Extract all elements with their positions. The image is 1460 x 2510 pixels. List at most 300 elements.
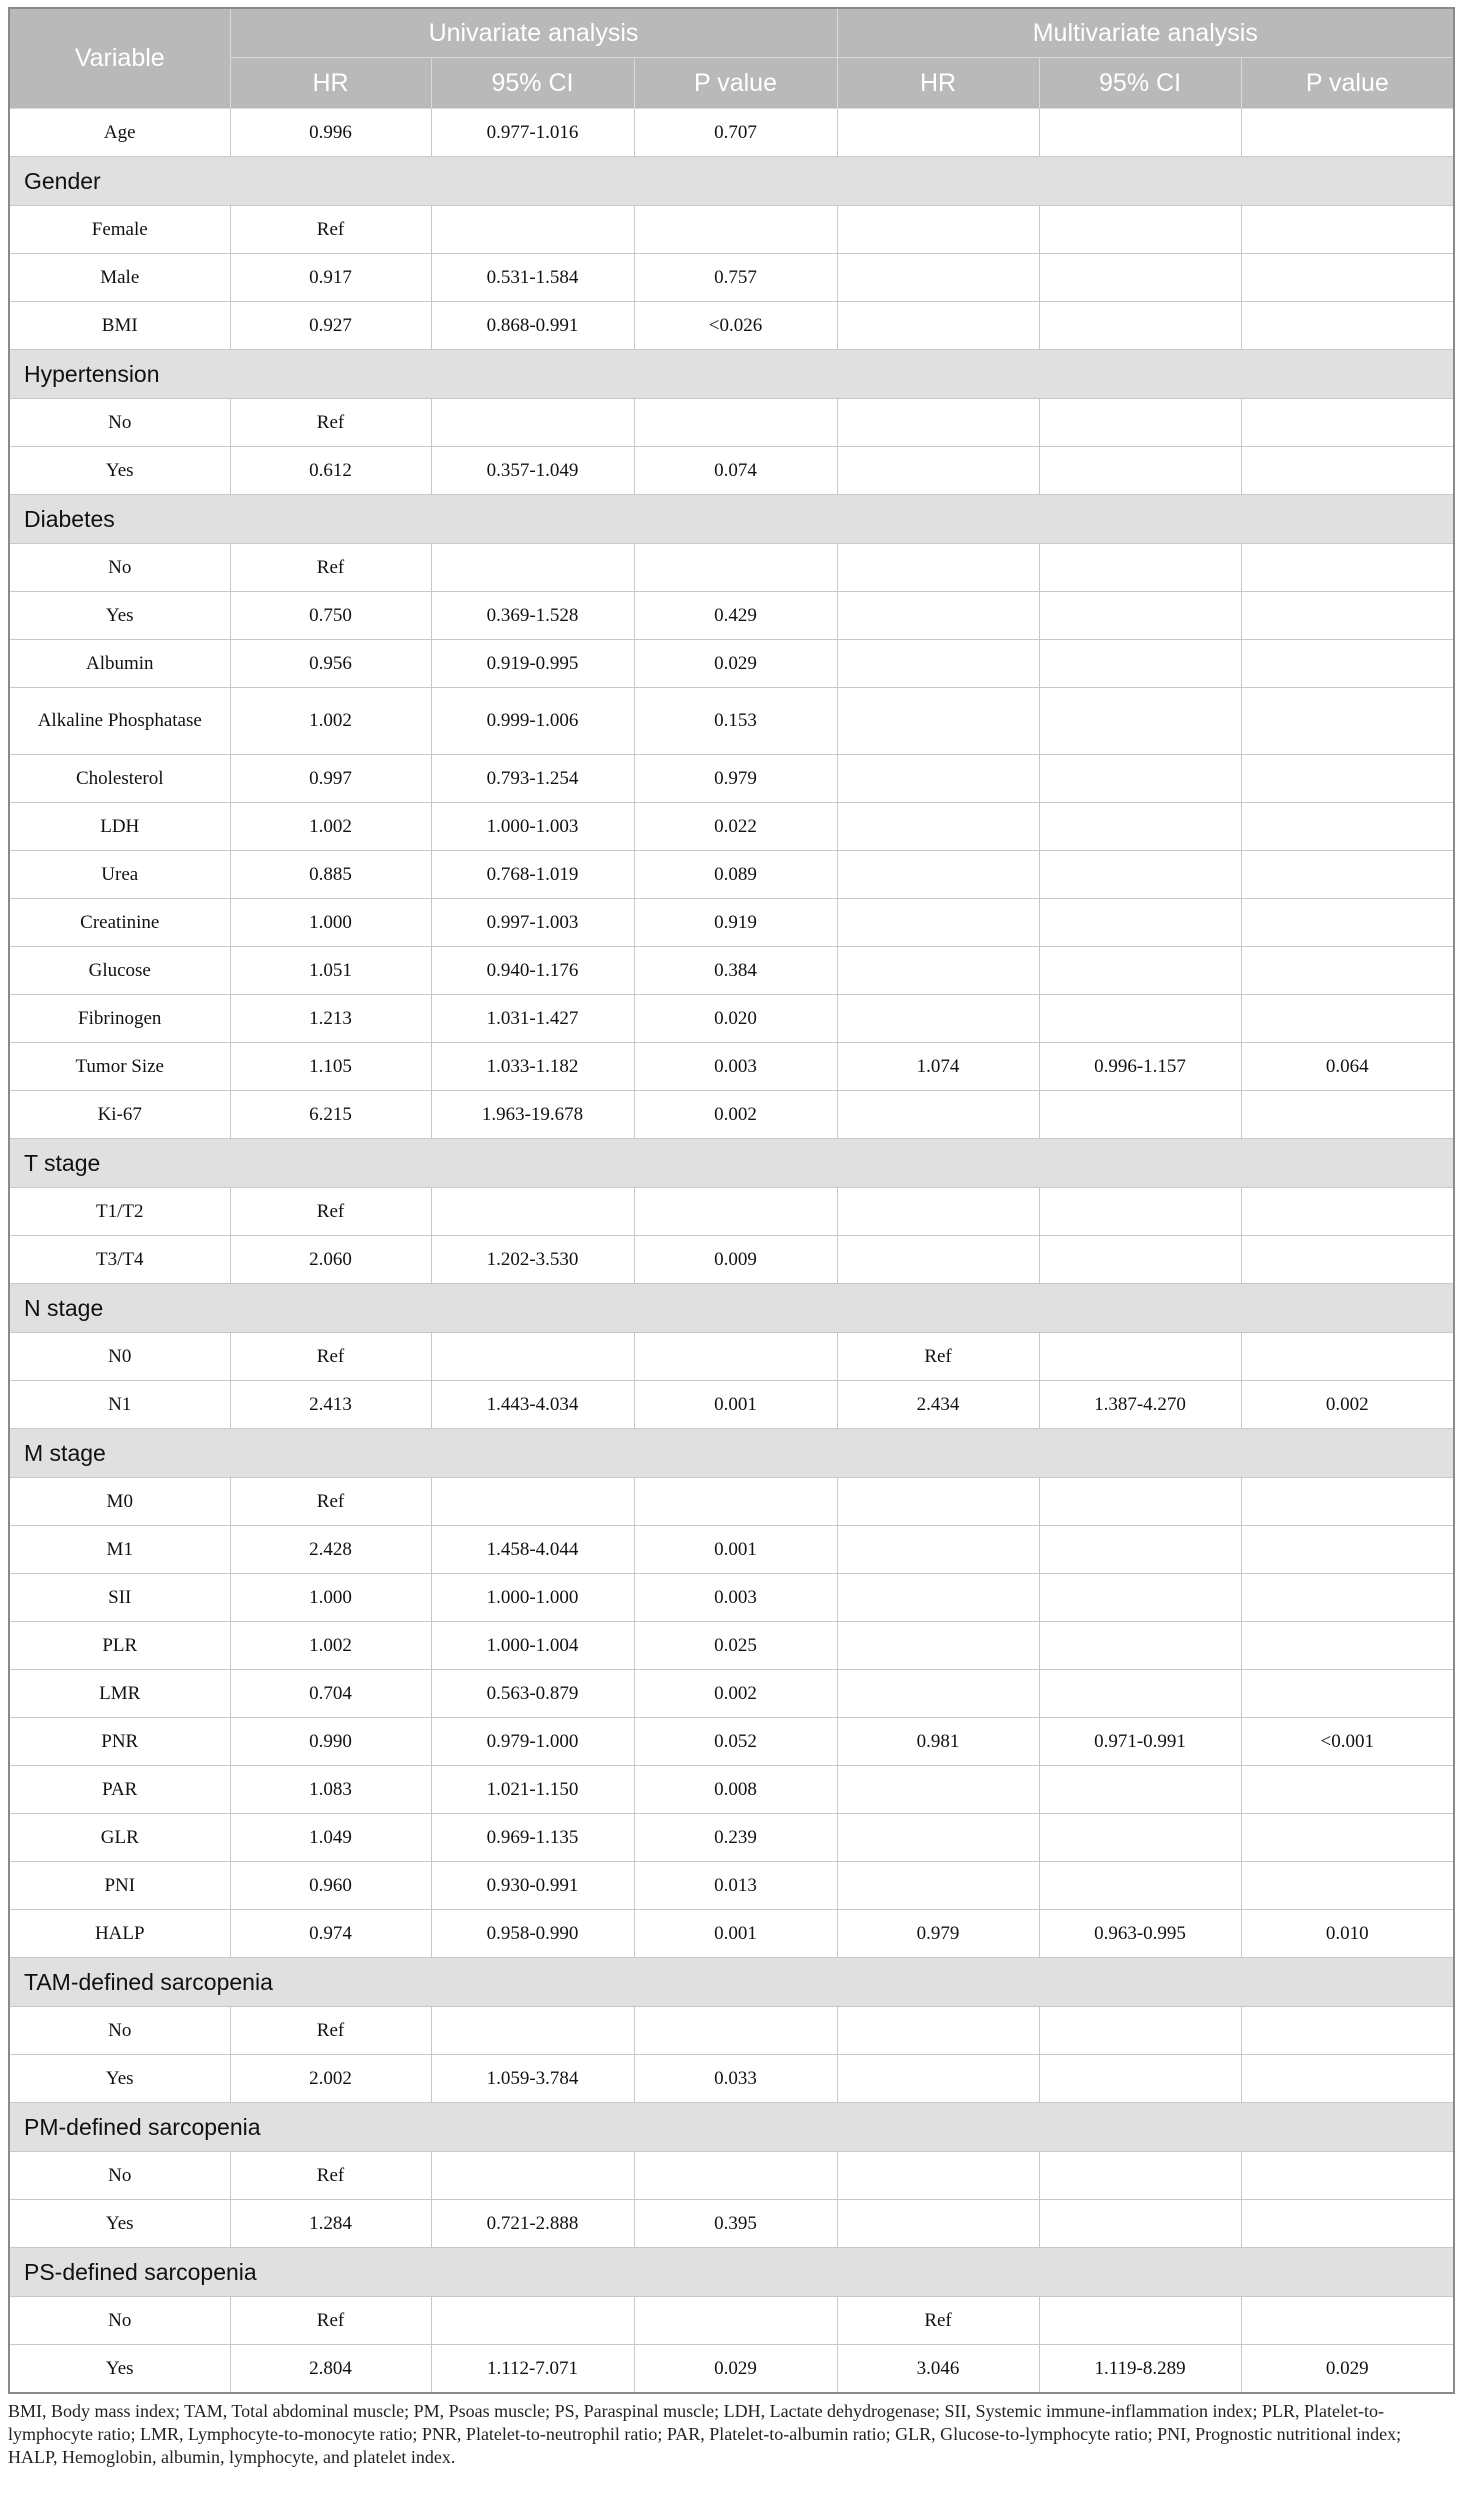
univariate-p-value-cell: 0.020 — [634, 995, 837, 1043]
variable-cell: PAR — [9, 1766, 230, 1814]
table-row — [9, 399, 1454, 447]
variable-cell: Male — [9, 254, 230, 302]
univariate-p-value-cell: <0.026 — [634, 302, 837, 350]
table-row — [9, 803, 1454, 851]
variable-cell: T3/T4 — [9, 1236, 230, 1284]
variable-cell: Yes — [9, 447, 230, 495]
multivariate-ci-cell — [1039, 2297, 1241, 2345]
table-row — [9, 1333, 1454, 1381]
univariate-ci-cell: 1.202-3.530 — [431, 1236, 634, 1284]
univariate-p-value-cell: 0.384 — [634, 947, 837, 995]
univariate-p-value-cell: 0.013 — [634, 1862, 837, 1910]
multivariate-p-value-cell — [1241, 592, 1454, 640]
univariate-hr-cell: Ref — [230, 1478, 431, 1526]
univariate-ci-cell: 0.868-0.991 — [431, 302, 634, 350]
variable-cell: Yes — [9, 2345, 230, 2394]
univariate-p-value-cell: 0.757 — [634, 254, 837, 302]
table-row — [9, 1622, 1454, 1670]
multivariate-hr-cell — [837, 1526, 1039, 1574]
variable-cell: No — [9, 2152, 230, 2200]
univariate-p-value-cell: 0.979 — [634, 755, 837, 803]
variable-cell: Age — [9, 109, 230, 157]
multivariate-p-value-cell — [1241, 206, 1454, 254]
univariate-p-value-cell: 0.429 — [634, 592, 837, 640]
univariate-ci-cell: 0.563-0.879 — [431, 1670, 634, 1718]
table-row — [9, 302, 1454, 350]
univariate-hr-cell: 1.213 — [230, 995, 431, 1043]
univariate-hr-cell: 1.284 — [230, 2200, 431, 2248]
multivariate-hr-cell — [837, 109, 1039, 157]
multivariate-hr-cell — [837, 2007, 1039, 2055]
univariate-p-value-cell — [634, 544, 837, 592]
table-row — [9, 206, 1454, 254]
variable-cell: Creatinine — [9, 899, 230, 947]
multivariate-p-value-cell — [1241, 399, 1454, 447]
multivariate-hr-cell — [837, 592, 1039, 640]
univariate-ci-cell — [431, 2007, 634, 2055]
univariate-ci-cell — [431, 2297, 634, 2345]
univariate-hr-cell: 0.612 — [230, 447, 431, 495]
multivariate-p-value-cell — [1241, 1478, 1454, 1526]
header-multi-hr: HR — [837, 58, 1039, 109]
multivariate-ci-cell: 1.387-4.270 — [1039, 1381, 1241, 1429]
univariate-hr-cell: Ref — [230, 2152, 431, 2200]
univariate-hr-cell: 2.002 — [230, 2055, 431, 2103]
table-row — [9, 109, 1454, 157]
table-row — [9, 899, 1454, 947]
multivariate-hr-cell — [837, 2152, 1039, 2200]
multivariate-hr-cell: 1.074 — [837, 1043, 1039, 1091]
multivariate-hr-cell — [837, 640, 1039, 688]
multivariate-hr-cell — [837, 1862, 1039, 1910]
multivariate-ci-cell — [1039, 688, 1241, 755]
multivariate-hr-cell — [837, 1478, 1039, 1526]
univariate-ci-cell: 0.768-1.019 — [431, 851, 634, 899]
multivariate-p-value-cell — [1241, 109, 1454, 157]
multivariate-hr-cell — [837, 254, 1039, 302]
univariate-p-value-cell — [634, 2297, 837, 2345]
group-label: Diabetes — [9, 495, 1454, 544]
univariate-hr-cell: 0.927 — [230, 302, 431, 350]
variable-cell: No — [9, 399, 230, 447]
univariate-hr-cell: 1.105 — [230, 1043, 431, 1091]
univariate-hr-cell: Ref — [230, 2007, 431, 2055]
multivariate-hr-cell — [837, 899, 1039, 947]
univariate-ci-cell: 0.930-0.991 — [431, 1862, 634, 1910]
variable-cell: Female — [9, 206, 230, 254]
table-row — [9, 1236, 1454, 1284]
multivariate-p-value-cell — [1241, 1766, 1454, 1814]
group-label: M stage — [9, 1429, 1454, 1478]
variable-cell: M1 — [9, 1526, 230, 1574]
multivariate-ci-cell — [1039, 592, 1241, 640]
group-header-row — [9, 2103, 1454, 2152]
univariate-hr-cell: 0.750 — [230, 592, 431, 640]
variable-cell: LDH — [9, 803, 230, 851]
variable-cell: HALP — [9, 1910, 230, 1958]
multivariate-ci-cell — [1039, 851, 1241, 899]
univariate-ci-cell: 1.112-7.071 — [431, 2345, 634, 2394]
multivariate-ci-cell — [1039, 947, 1241, 995]
multivariate-p-value-cell — [1241, 2297, 1454, 2345]
variable-cell: PNI — [9, 1862, 230, 1910]
table-row — [9, 2007, 1454, 2055]
univariate-hr-cell: 0.704 — [230, 1670, 431, 1718]
univariate-p-value-cell — [634, 1478, 837, 1526]
variable-cell: N1 — [9, 1381, 230, 1429]
multivariate-ci-cell — [1039, 1574, 1241, 1622]
table-row — [9, 1526, 1454, 1574]
univariate-p-value-cell: 0.029 — [634, 640, 837, 688]
univariate-p-value-cell: 0.239 — [634, 1814, 837, 1862]
group-label: T stage — [9, 1139, 1454, 1188]
variable-cell: Yes — [9, 2200, 230, 2248]
multivariate-hr-cell — [837, 302, 1039, 350]
multivariate-hr-cell — [837, 803, 1039, 851]
multivariate-p-value-cell — [1241, 1622, 1454, 1670]
multivariate-hr-cell — [837, 1188, 1039, 1236]
multivariate-ci-cell — [1039, 2200, 1241, 2248]
multivariate-ci-cell — [1039, 544, 1241, 592]
univariate-ci-cell: 1.031-1.427 — [431, 995, 634, 1043]
univariate-hr-cell: 1.083 — [230, 1766, 431, 1814]
univariate-p-value-cell: 0.001 — [634, 1910, 837, 1958]
multivariate-ci-cell — [1039, 1766, 1241, 1814]
univariate-hr-cell: 0.917 — [230, 254, 431, 302]
univariate-ci-cell: 0.969-1.135 — [431, 1814, 634, 1862]
multivariate-ci-cell: 0.963-0.995 — [1039, 1910, 1241, 1958]
header-multivariate: Multivariate analysis — [837, 8, 1454, 58]
table-row — [9, 1574, 1454, 1622]
univariate-hr-cell: 6.215 — [230, 1091, 431, 1139]
multivariate-ci-cell — [1039, 2152, 1241, 2200]
group-label: Hypertension — [9, 350, 1454, 399]
variable-cell: T1/T2 — [9, 1188, 230, 1236]
multivariate-ci-cell — [1039, 302, 1241, 350]
multivariate-ci-cell — [1039, 1814, 1241, 1862]
multivariate-p-value-cell: <0.001 — [1241, 1718, 1454, 1766]
multivariate-p-value-cell — [1241, 1333, 1454, 1381]
multivariate-ci-cell — [1039, 1622, 1241, 1670]
multivariate-ci-cell — [1039, 254, 1241, 302]
variable-cell: BMI — [9, 302, 230, 350]
univariate-p-value-cell — [634, 206, 837, 254]
univariate-ci-cell — [431, 399, 634, 447]
multivariate-ci-cell — [1039, 109, 1241, 157]
table-footnote: BMI, Body mass index; TAM, Total abdominal muscle; PM, Psoas muscle; PS, Paraspinal muscle; LDH, Lactate dehydrogenase; SII, Systemic immune-inflammation index; PLR, Platelet-to-lymphocyte ratio; LMR, Lymphocyte-to-monocyte ratio; PNR, Platelet-to-neutrophil ratio; PAR, Platelet-to-albumin ratio; GLR, Glucose-to-lymphocyte ratio; PNI, Prognostic nutritional index; HALP, Hemoglobin, albumin, lymphocyte, and platelet index. — [8, 2401, 1402, 2467]
table-row — [9, 688, 1454, 755]
multivariate-ci-cell — [1039, 1478, 1241, 1526]
multivariate-ci-cell — [1039, 755, 1241, 803]
multivariate-p-value-cell — [1241, 1862, 1454, 1910]
univariate-hr-cell: 0.885 — [230, 851, 431, 899]
univariate-hr-cell: 0.974 — [230, 1910, 431, 1958]
multivariate-p-value-cell — [1241, 640, 1454, 688]
multivariate-p-value-cell — [1241, 995, 1454, 1043]
header-uni-ci: 95% CI — [431, 58, 634, 109]
univariate-p-value-cell: 0.025 — [634, 1622, 837, 1670]
multivariate-hr-cell — [837, 1670, 1039, 1718]
univariate-ci-cell: 0.369-1.528 — [431, 592, 634, 640]
univariate-ci-cell: 1.000-1.004 — [431, 1622, 634, 1670]
header-variable: Variable — [9, 8, 230, 109]
multivariate-p-value-cell — [1241, 755, 1454, 803]
table-row — [9, 2055, 1454, 2103]
multivariate-p-value-cell — [1241, 803, 1454, 851]
multivariate-hr-cell: Ref — [837, 2297, 1039, 2345]
univariate-p-value-cell — [634, 2007, 837, 2055]
group-header-row — [9, 1429, 1454, 1478]
variable-cell: Yes — [9, 592, 230, 640]
univariate-p-value-cell: 0.003 — [634, 1574, 837, 1622]
univariate-p-value-cell: 0.002 — [634, 1091, 837, 1139]
univariate-hr-cell: 1.002 — [230, 803, 431, 851]
header-multi-ci: 95% CI — [1039, 58, 1241, 109]
univariate-hr-cell: Ref — [230, 1188, 431, 1236]
univariate-hr-cell: 0.990 — [230, 1718, 431, 1766]
group-header-row — [9, 157, 1454, 206]
univariate-ci-cell: 1.033-1.182 — [431, 1043, 634, 1091]
group-label: TAM-defined sarcopenia — [9, 1958, 1454, 2007]
univariate-hr-cell: 0.996 — [230, 109, 431, 157]
univariate-ci-cell: 0.979-1.000 — [431, 1718, 634, 1766]
multivariate-hr-cell — [837, 688, 1039, 755]
univariate-hr-cell: 0.997 — [230, 755, 431, 803]
univariate-p-value-cell — [634, 399, 837, 447]
variable-cell: N0 — [9, 1333, 230, 1381]
univariate-p-value-cell: 0.033 — [634, 2055, 837, 2103]
univariate-p-value-cell: 0.001 — [634, 1526, 837, 1574]
multivariate-hr-cell — [837, 1236, 1039, 1284]
univariate-ci-cell: 0.940-1.176 — [431, 947, 634, 995]
multivariate-p-value-cell — [1241, 544, 1454, 592]
variable-cell: No — [9, 2007, 230, 2055]
variable-cell: Glucose — [9, 947, 230, 995]
table-row — [9, 1381, 1454, 1429]
multivariate-ci-cell — [1039, 640, 1241, 688]
table-row — [9, 2345, 1454, 2394]
multivariate-ci-cell: 1.119-8.289 — [1039, 2345, 1241, 2394]
multivariate-p-value-cell — [1241, 688, 1454, 755]
univariate-ci-cell: 0.977-1.016 — [431, 109, 634, 157]
table-row — [9, 1718, 1454, 1766]
table-row — [9, 1670, 1454, 1718]
univariate-hr-cell: 1.000 — [230, 899, 431, 947]
univariate-ci-cell: 0.721-2.888 — [431, 2200, 634, 2248]
multivariate-p-value-cell — [1241, 447, 1454, 495]
univariate-hr-cell: Ref — [230, 206, 431, 254]
table-row — [9, 1091, 1454, 1139]
variable-cell: GLR — [9, 1814, 230, 1862]
univariate-p-value-cell: 0.919 — [634, 899, 837, 947]
table-row — [9, 1043, 1454, 1091]
multivariate-hr-cell — [837, 1091, 1039, 1139]
univariate-ci-cell: 1.000-1.003 — [431, 803, 634, 851]
table-row — [9, 640, 1454, 688]
univariate-p-value-cell: 0.022 — [634, 803, 837, 851]
univariate-ci-cell: 1.443-4.034 — [431, 1381, 634, 1429]
multivariate-hr-cell — [837, 1766, 1039, 1814]
univariate-ci-cell: 1.963-19.678 — [431, 1091, 634, 1139]
univariate-hr-cell: 1.051 — [230, 947, 431, 995]
variable-cell: Cholesterol — [9, 755, 230, 803]
variable-cell: PNR — [9, 1718, 230, 1766]
multivariate-hr-cell: 2.434 — [837, 1381, 1039, 1429]
table-row — [9, 947, 1454, 995]
table-row — [9, 2152, 1454, 2200]
multivariate-p-value-cell — [1241, 1236, 1454, 1284]
group-label: N stage — [9, 1284, 1454, 1333]
multivariate-hr-cell — [837, 2055, 1039, 2103]
univariate-hr-cell: Ref — [230, 1333, 431, 1381]
univariate-p-value-cell: 0.001 — [634, 1381, 837, 1429]
univariate-ci-cell: 0.999-1.006 — [431, 688, 634, 755]
univariate-hr-cell: Ref — [230, 2297, 431, 2345]
group-header-row — [9, 495, 1454, 544]
univariate-ci-cell: 0.531-1.584 — [431, 254, 634, 302]
univariate-ci-cell: 1.458-4.044 — [431, 1526, 634, 1574]
univariate-ci-cell: 0.357-1.049 — [431, 447, 634, 495]
header-multi-p: P value — [1241, 58, 1454, 109]
variable-cell: LMR — [9, 1670, 230, 1718]
univariate-hr-cell: 1.002 — [230, 688, 431, 755]
univariate-ci-cell: 1.021-1.150 — [431, 1766, 634, 1814]
table-row — [9, 447, 1454, 495]
multivariate-p-value-cell — [1241, 1670, 1454, 1718]
univariate-ci-cell: 1.059-3.784 — [431, 2055, 634, 2103]
multivariate-p-value-cell — [1241, 1814, 1454, 1862]
multivariate-p-value-cell — [1241, 2007, 1454, 2055]
table-row — [9, 1188, 1454, 1236]
table-body — [9, 109, 1454, 2394]
variable-cell: M0 — [9, 1478, 230, 1526]
variable-cell: SII — [9, 1574, 230, 1622]
multivariate-p-value-cell — [1241, 1574, 1454, 1622]
multivariate-hr-cell — [837, 755, 1039, 803]
table-row — [9, 544, 1454, 592]
univariate-p-value-cell: 0.008 — [634, 1766, 837, 1814]
table-row — [9, 1766, 1454, 1814]
multivariate-p-value-cell: 0.010 — [1241, 1910, 1454, 1958]
group-header-row — [9, 1139, 1454, 1188]
group-header-row — [9, 1958, 1454, 2007]
group-header-row — [9, 350, 1454, 399]
multivariate-p-value-cell: 0.029 — [1241, 2345, 1454, 2394]
univariate-p-value-cell: 0.029 — [634, 2345, 837, 2394]
table-row — [9, 995, 1454, 1043]
table-row — [9, 851, 1454, 899]
variable-cell: Yes — [9, 2055, 230, 2103]
univariate-p-value-cell: 0.074 — [634, 447, 837, 495]
multivariate-hr-cell — [837, 544, 1039, 592]
multivariate-hr-cell — [837, 1574, 1039, 1622]
multivariate-hr-cell — [837, 947, 1039, 995]
multivariate-ci-cell — [1039, 1526, 1241, 1574]
table-row — [9, 1814, 1454, 1862]
univariate-hr-cell: 0.960 — [230, 1862, 431, 1910]
univariate-hr-cell: Ref — [230, 399, 431, 447]
univariate-p-value-cell — [634, 2152, 837, 2200]
table-row — [9, 2200, 1454, 2248]
multivariate-ci-cell — [1039, 399, 1241, 447]
multivariate-p-value-cell — [1241, 1526, 1454, 1574]
multivariate-hr-cell: 3.046 — [837, 2345, 1039, 2394]
header-uni-p: P value — [634, 58, 837, 109]
multivariate-p-value-cell — [1241, 947, 1454, 995]
univariate-p-value-cell: 0.003 — [634, 1043, 837, 1091]
table-row — [9, 254, 1454, 302]
multivariate-hr-cell — [837, 2200, 1039, 2248]
multivariate-hr-cell — [837, 206, 1039, 254]
document-page — [8, 7, 1453, 2469]
table-header — [9, 8, 1454, 109]
multivariate-ci-cell: 0.996-1.157 — [1039, 1043, 1241, 1091]
table-row — [9, 1862, 1454, 1910]
table-row — [9, 2297, 1454, 2345]
multivariate-hr-cell — [837, 995, 1039, 1043]
multivariate-p-value-cell — [1241, 254, 1454, 302]
multivariate-ci-cell — [1039, 447, 1241, 495]
group-label: PS-defined sarcopenia — [9, 2248, 1454, 2297]
univariate-hr-cell: 2.413 — [230, 1381, 431, 1429]
univariate-hr-cell: 2.428 — [230, 1526, 431, 1574]
regression-table — [8, 7, 1455, 2394]
univariate-ci-cell — [431, 544, 634, 592]
univariate-hr-cell: 1.000 — [230, 1574, 431, 1622]
variable-cell: No — [9, 544, 230, 592]
variable-cell: Albumin — [9, 640, 230, 688]
multivariate-p-value-cell — [1241, 899, 1454, 947]
univariate-ci-cell — [431, 1478, 634, 1526]
table-row — [9, 755, 1454, 803]
variable-cell: Ki-67 — [9, 1091, 230, 1139]
multivariate-hr-cell: Ref — [837, 1333, 1039, 1381]
multivariate-hr-cell — [837, 399, 1039, 447]
table-row — [9, 592, 1454, 640]
multivariate-ci-cell — [1039, 1236, 1241, 1284]
multivariate-ci-cell — [1039, 899, 1241, 947]
multivariate-p-value-cell — [1241, 1091, 1454, 1139]
univariate-p-value-cell: 0.395 — [634, 2200, 837, 2248]
variable-cell: PLR — [9, 1622, 230, 1670]
group-label: Gender — [9, 157, 1454, 206]
multivariate-ci-cell — [1039, 1862, 1241, 1910]
variable-cell: Fibrinogen — [9, 995, 230, 1043]
multivariate-p-value-cell — [1241, 851, 1454, 899]
group-header-row — [9, 1284, 1454, 1333]
univariate-ci-cell — [431, 1188, 634, 1236]
multivariate-p-value-cell — [1241, 2055, 1454, 2103]
multivariate-ci-cell — [1039, 995, 1241, 1043]
multivariate-hr-cell: 0.979 — [837, 1910, 1039, 1958]
multivariate-hr-cell — [837, 851, 1039, 899]
header-univariate: Univariate analysis — [230, 8, 837, 58]
multivariate-p-value-cell — [1241, 1188, 1454, 1236]
multivariate-ci-cell: 0.971-0.991 — [1039, 1718, 1241, 1766]
multivariate-ci-cell — [1039, 1333, 1241, 1381]
univariate-p-value-cell: 0.009 — [634, 1236, 837, 1284]
multivariate-p-value-cell — [1241, 2200, 1454, 2248]
univariate-p-value-cell: 0.002 — [634, 1670, 837, 1718]
multivariate-hr-cell — [837, 1814, 1039, 1862]
header-uni-hr: HR — [230, 58, 431, 109]
table-row — [9, 1910, 1454, 1958]
multivariate-ci-cell — [1039, 206, 1241, 254]
table-row — [9, 1478, 1454, 1526]
univariate-ci-cell: 0.997-1.003 — [431, 899, 634, 947]
univariate-ci-cell: 0.919-0.995 — [431, 640, 634, 688]
multivariate-p-value-cell — [1241, 2152, 1454, 2200]
